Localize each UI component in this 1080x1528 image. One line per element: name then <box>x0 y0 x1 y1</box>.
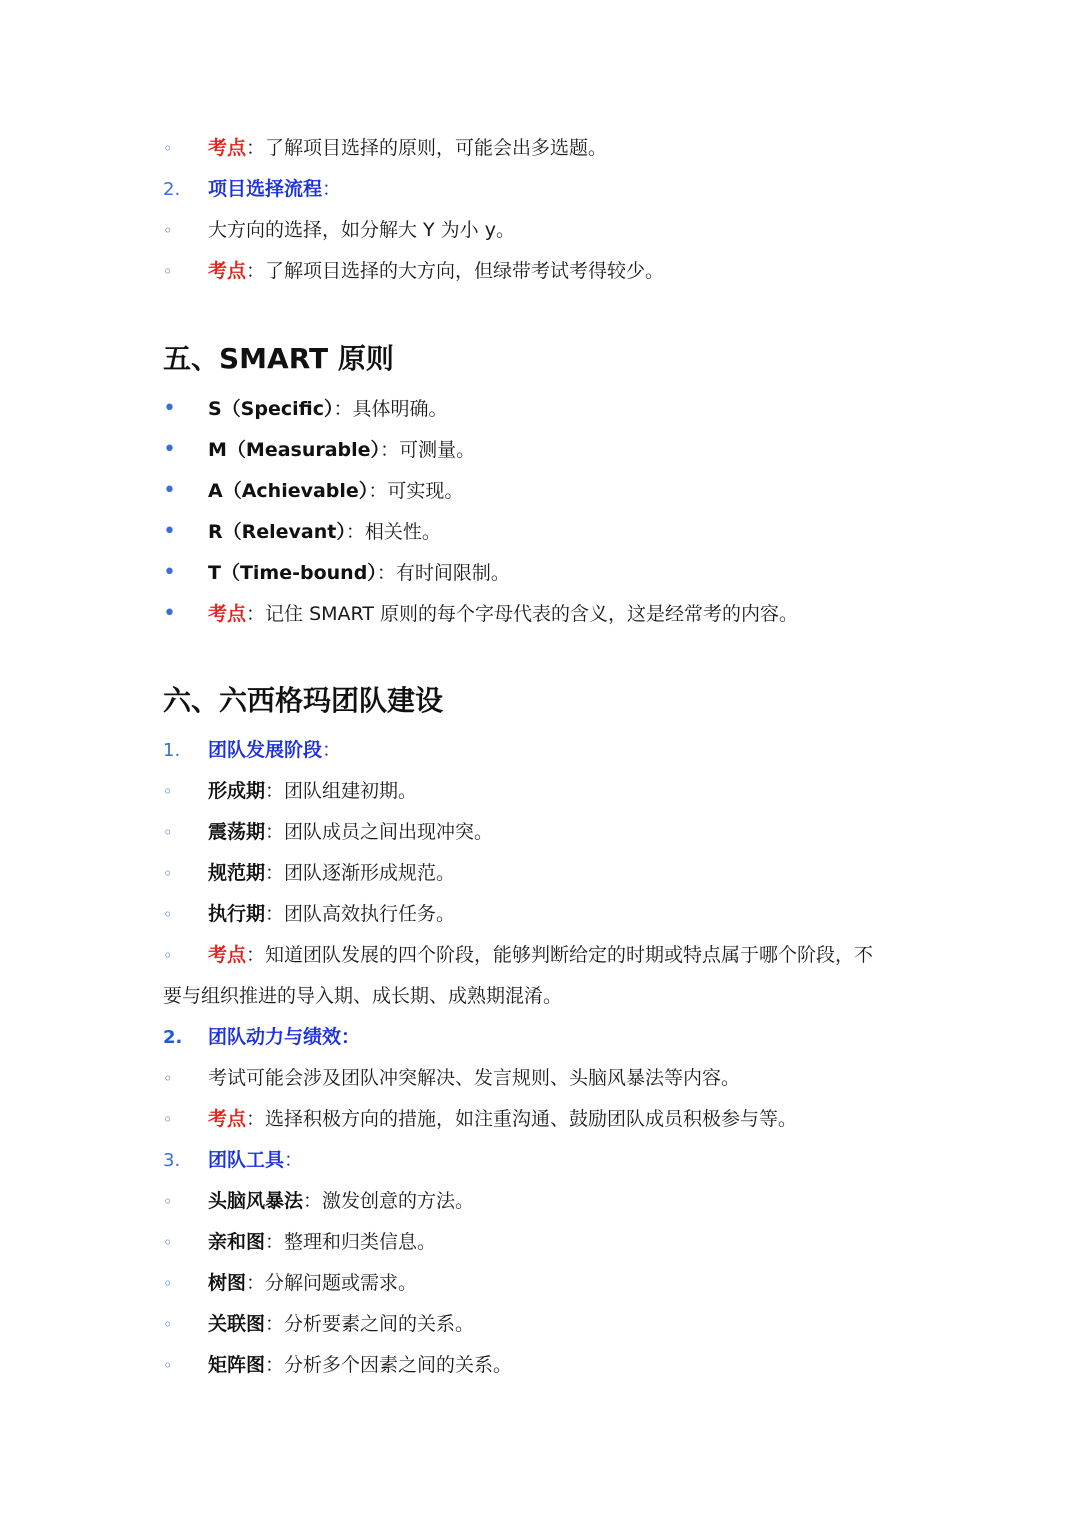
subtitle-label: 团队动力与绩效 <box>208 1026 342 1048</box>
separator: ： <box>246 944 266 966</box>
list-item <box>163 511 441 552</box>
term-label: 规范期 <box>208 862 266 884</box>
list-number: 2. <box>163 179 181 200</box>
circle-bullet-icon: ◦ <box>163 1192 173 1211</box>
keypoint-line <box>163 593 798 634</box>
circle-bullet-icon: ◦ <box>163 262 173 281</box>
dot-bullet-icon: • <box>163 601 176 626</box>
term-text: ：分解问题或需求。 <box>246 1272 418 1294</box>
keypoint-line <box>163 935 873 976</box>
list-item <box>163 771 417 812</box>
term-text: ：团队组建初期。 <box>265 780 418 802</box>
circle-bullet-icon: ◦ <box>163 782 173 801</box>
keypoint-text: 知道团队发展的四个阶段，能够判断给定的时期或特点属于哪个阶段，不 <box>265 944 874 966</box>
list-item <box>163 210 515 251</box>
subtitle-line <box>163 169 341 210</box>
dot-bullet-icon: • <box>163 519 176 544</box>
keypoint-text: 了解项目选择的原则，可能会出多选题。 <box>265 137 608 159</box>
term-label: 亲和图 <box>208 1231 266 1253</box>
list-item <box>163 1222 436 1263</box>
term-text: ：分析多个因素之间的关系。 <box>265 1354 513 1376</box>
subtitle-label: 项目选择流程 <box>208 178 323 200</box>
list-item <box>163 1345 512 1386</box>
term-label: 震荡期 <box>208 821 266 843</box>
keypoint-line <box>163 128 607 169</box>
subtitle-line <box>163 730 341 771</box>
separator: ： <box>246 137 266 159</box>
list-item <box>163 853 455 894</box>
separator: ： <box>284 1149 304 1171</box>
term-label: 形成期 <box>208 780 266 802</box>
keypoint-text: 了解项目选择的大方向，但绿带考试考得较少。 <box>265 260 665 282</box>
term-text: ：具体明确。 <box>333 398 448 420</box>
separator: ： <box>246 260 266 282</box>
separator: ： <box>246 1108 266 1130</box>
list-number: 2. <box>163 1027 183 1048</box>
circle-bullet-icon: ◦ <box>163 823 173 842</box>
separator: ： <box>341 1026 361 1048</box>
term-text: ：有时间限制。 <box>376 562 510 584</box>
list-item <box>163 429 475 470</box>
dot-bullet-icon: • <box>163 560 176 585</box>
term-label: T（Time-bound） <box>208 562 377 584</box>
circle-bullet-icon: ◦ <box>163 221 173 240</box>
term-label: 树图 <box>208 1272 247 1294</box>
term-label: M（Measurable） <box>208 439 381 461</box>
list-number: 1. <box>163 740 181 761</box>
keypoint-label: 考点 <box>208 1108 247 1130</box>
list-item <box>163 1058 740 1099</box>
list-item <box>163 552 510 593</box>
list-item <box>163 894 455 935</box>
term-label: 头脑风暴法 <box>208 1190 304 1212</box>
circle-bullet-icon: ◦ <box>163 905 173 924</box>
list-item <box>163 470 463 511</box>
circle-bullet-icon: ◦ <box>163 1356 173 1375</box>
circle-bullet-icon: ◦ <box>163 1274 173 1293</box>
separator: ： <box>246 603 266 625</box>
subtitle-line <box>163 1140 303 1181</box>
circle-bullet-icon: ◦ <box>163 864 173 883</box>
term-text: ：整理和归类信息。 <box>265 1231 437 1253</box>
term-text: ：团队成员之间出现冲突。 <box>265 821 494 843</box>
term-text: ：团队高效执行任务。 <box>265 903 456 925</box>
keypoint-continuation: 要与组织推进的导入期、成长期、成熟期混淆。 <box>163 985 563 1007</box>
dot-bullet-icon: • <box>163 437 176 462</box>
circle-bullet-icon: ◦ <box>163 1110 173 1129</box>
term-label: R（Relevant） <box>208 521 346 543</box>
list-item <box>163 1304 474 1345</box>
keypoint-line <box>163 1099 797 1140</box>
separator: ： <box>322 739 342 761</box>
keypoint-label: 考点 <box>208 944 247 966</box>
section-heading-team: 六、六西格玛团队建设 <box>163 684 444 717</box>
term-label: 矩阵图 <box>208 1354 266 1376</box>
term-label: S（Specific） <box>208 398 334 420</box>
keypoint-line <box>163 251 664 292</box>
circle-bullet-icon: ◦ <box>163 1233 173 1252</box>
circle-bullet-icon: ◦ <box>163 139 173 158</box>
separator: ： <box>322 178 342 200</box>
term-label: 关联图 <box>208 1313 266 1335</box>
keypoint-text: 记住 SMART 原则的每个字母代表的含义，这是经常考的内容。 <box>265 603 798 625</box>
term-label: A（Achievable） <box>208 480 369 502</box>
term-text: ：可测量。 <box>380 439 476 461</box>
term-label: 执行期 <box>208 903 266 925</box>
subtitle-line <box>163 1017 360 1058</box>
list-item <box>163 1263 417 1304</box>
list-item <box>163 812 493 853</box>
term-text: ：分析要素之间的关系。 <box>265 1313 475 1335</box>
list-item-text: 大方向的选择，如分解大 Y 为小 y。 <box>208 219 515 241</box>
keypoint-label: 考点 <box>208 260 247 282</box>
term-text: ：可实现。 <box>368 480 464 502</box>
list-number: 3. <box>163 1150 181 1171</box>
subtitle-label: 团队工具 <box>208 1149 285 1171</box>
list-item <box>163 1181 474 1222</box>
term-text: ：相关性。 <box>345 521 441 543</box>
keypoint-label: 考点 <box>208 603 247 625</box>
dot-bullet-icon: • <box>163 478 176 503</box>
section-heading-smart: 五、SMART 原则 <box>163 342 394 375</box>
keypoint-label: 考点 <box>208 137 247 159</box>
keypoint-text: 选择积极方向的措施，如注重沟通、鼓励团队成员积极参与等。 <box>265 1108 798 1130</box>
list-item-text: 考试可能会涉及团队冲突解决、发言规则、头脑风暴法等内容。 <box>208 1067 741 1089</box>
circle-bullet-icon: ◦ <box>163 946 173 965</box>
circle-bullet-icon: ◦ <box>163 1315 173 1334</box>
term-text: ：激发创意的方法。 <box>303 1190 475 1212</box>
list-item <box>163 388 448 429</box>
subtitle-label: 团队发展阶段 <box>208 739 323 761</box>
circle-bullet-icon: ◦ <box>163 1069 173 1088</box>
dot-bullet-icon: • <box>163 396 176 421</box>
term-text: ：团队逐渐形成规范。 <box>265 862 456 884</box>
